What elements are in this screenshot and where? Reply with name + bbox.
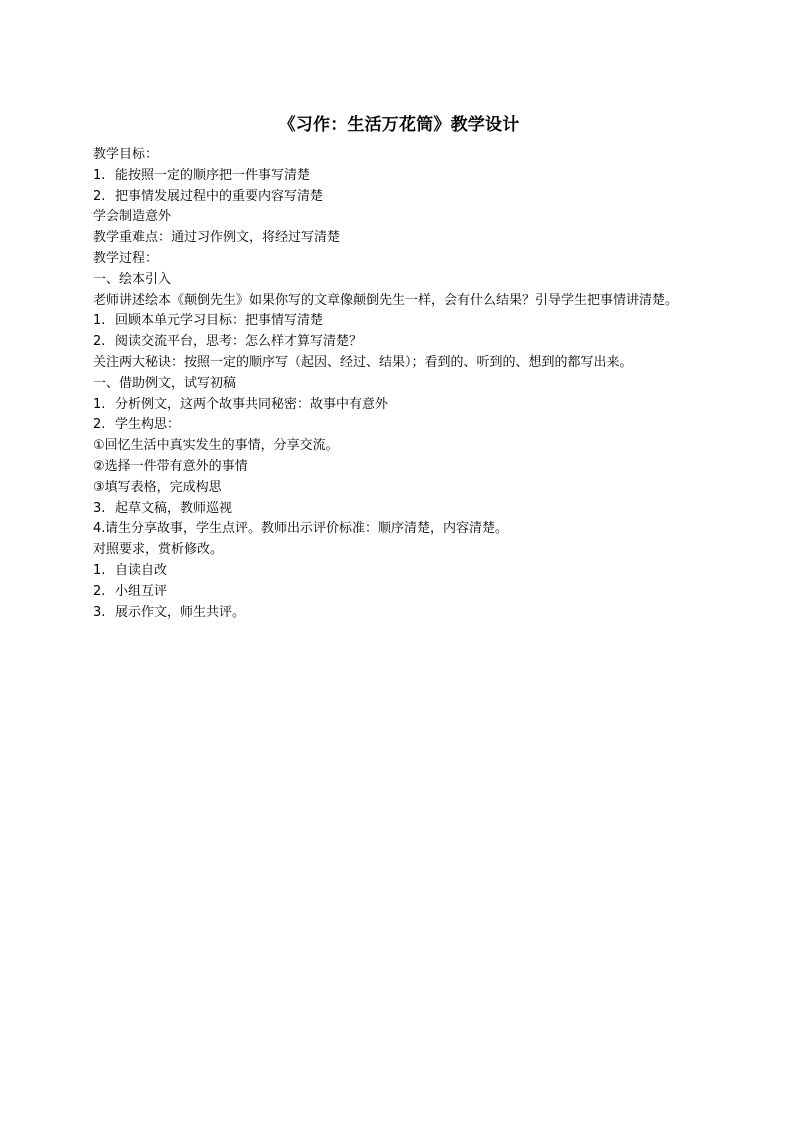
list-number: 4.	[93, 521, 106, 537]
sub-item	[93, 457, 705, 478]
list-item	[93, 603, 705, 624]
list-number: 1.	[93, 313, 106, 329]
list-number: 2.	[93, 334, 106, 350]
line-text: 对照要求，赏析修改。	[93, 542, 224, 558]
line-text: 把事情发展过程中的重要内容写清楚	[115, 188, 324, 204]
line-text: 小组互评	[115, 583, 168, 599]
line-text: 能按照一定的顺序把一件事写清楚	[115, 167, 311, 183]
list-item	[93, 519, 705, 540]
paragraph-line	[93, 207, 705, 228]
line-text: 回顾本单元学习目标：把事情写清楚	[115, 313, 324, 329]
line-text: 一、绘本引入	[93, 271, 172, 287]
line-text: 分析例文，这两个故事共同秘密：故事中有意外	[115, 396, 389, 412]
line-text: 阅读交流平台，思考：怎么样才算写清楚？	[115, 334, 363, 350]
section-heading-process	[93, 249, 705, 270]
line-text: 自读自改	[115, 562, 168, 578]
line-text: 关注两大秘诀：按照一定的顺序写（起因、经过、结果）；看到的、听到的、想到的都写出来。	[93, 354, 633, 370]
list-item	[93, 311, 705, 332]
document-title: 《习作：生活万花筒》教学设计	[278, 115, 520, 135]
line-text: 老师讲述绘本《颠倒先生》如果你写的文章像颠倒先生一样，会有什么结果？引导学生把事情讲清楚。	[93, 292, 679, 308]
list-item	[93, 582, 705, 603]
line-text: 教学目标：	[93, 147, 159, 162]
section-heading-goals	[93, 145, 705, 166]
line-text: 请生分享故事，学生点评。教师出示评价标准：顺序清楚，内容清楚。	[105, 521, 509, 537]
list-number: 1.	[93, 167, 106, 183]
paragraph-line	[93, 291, 705, 312]
line-text: 起草文稿，教师巡视	[115, 500, 233, 516]
section-heading-key-points	[93, 228, 705, 249]
line-text: ②选择一件带有意外的事情	[93, 458, 248, 474]
section-heading-draft	[93, 374, 705, 395]
list-number: 2.	[93, 583, 106, 599]
sub-item	[93, 478, 705, 499]
list-number: 1.	[93, 396, 106, 412]
list-number: 2.	[93, 188, 106, 204]
list-item	[93, 395, 705, 416]
line-text: 学会制造意外	[93, 209, 172, 225]
list-item	[93, 561, 705, 582]
line-text: 展示作文，师生共评。	[115, 604, 246, 620]
list-number: 2.	[93, 417, 106, 433]
line-text: 教学重难点：通过习作例文，将经过写清楚	[93, 230, 341, 246]
sub-item	[93, 436, 705, 457]
list-item	[93, 187, 705, 208]
list-item	[93, 332, 705, 353]
line-text: 一、借助例文，试写初稿	[93, 375, 237, 391]
list-number: 3.	[93, 500, 106, 516]
paragraph-line	[93, 353, 705, 374]
document-body	[93, 112, 705, 623]
line-text: 学生构思：	[115, 417, 181, 433]
line-text: 教学过程：	[93, 250, 159, 266]
section-heading-intro	[93, 270, 705, 291]
list-number: 3.	[93, 604, 106, 620]
list-item	[93, 415, 705, 436]
list-item	[93, 499, 705, 520]
section-heading-revise	[93, 540, 705, 561]
line-text: ③填写表格，完成构思	[93, 479, 222, 495]
line-text: ①回忆生活中真实发生的事情，分享交流。	[93, 438, 339, 454]
list-number: 1.	[93, 562, 106, 578]
list-item	[93, 166, 705, 187]
